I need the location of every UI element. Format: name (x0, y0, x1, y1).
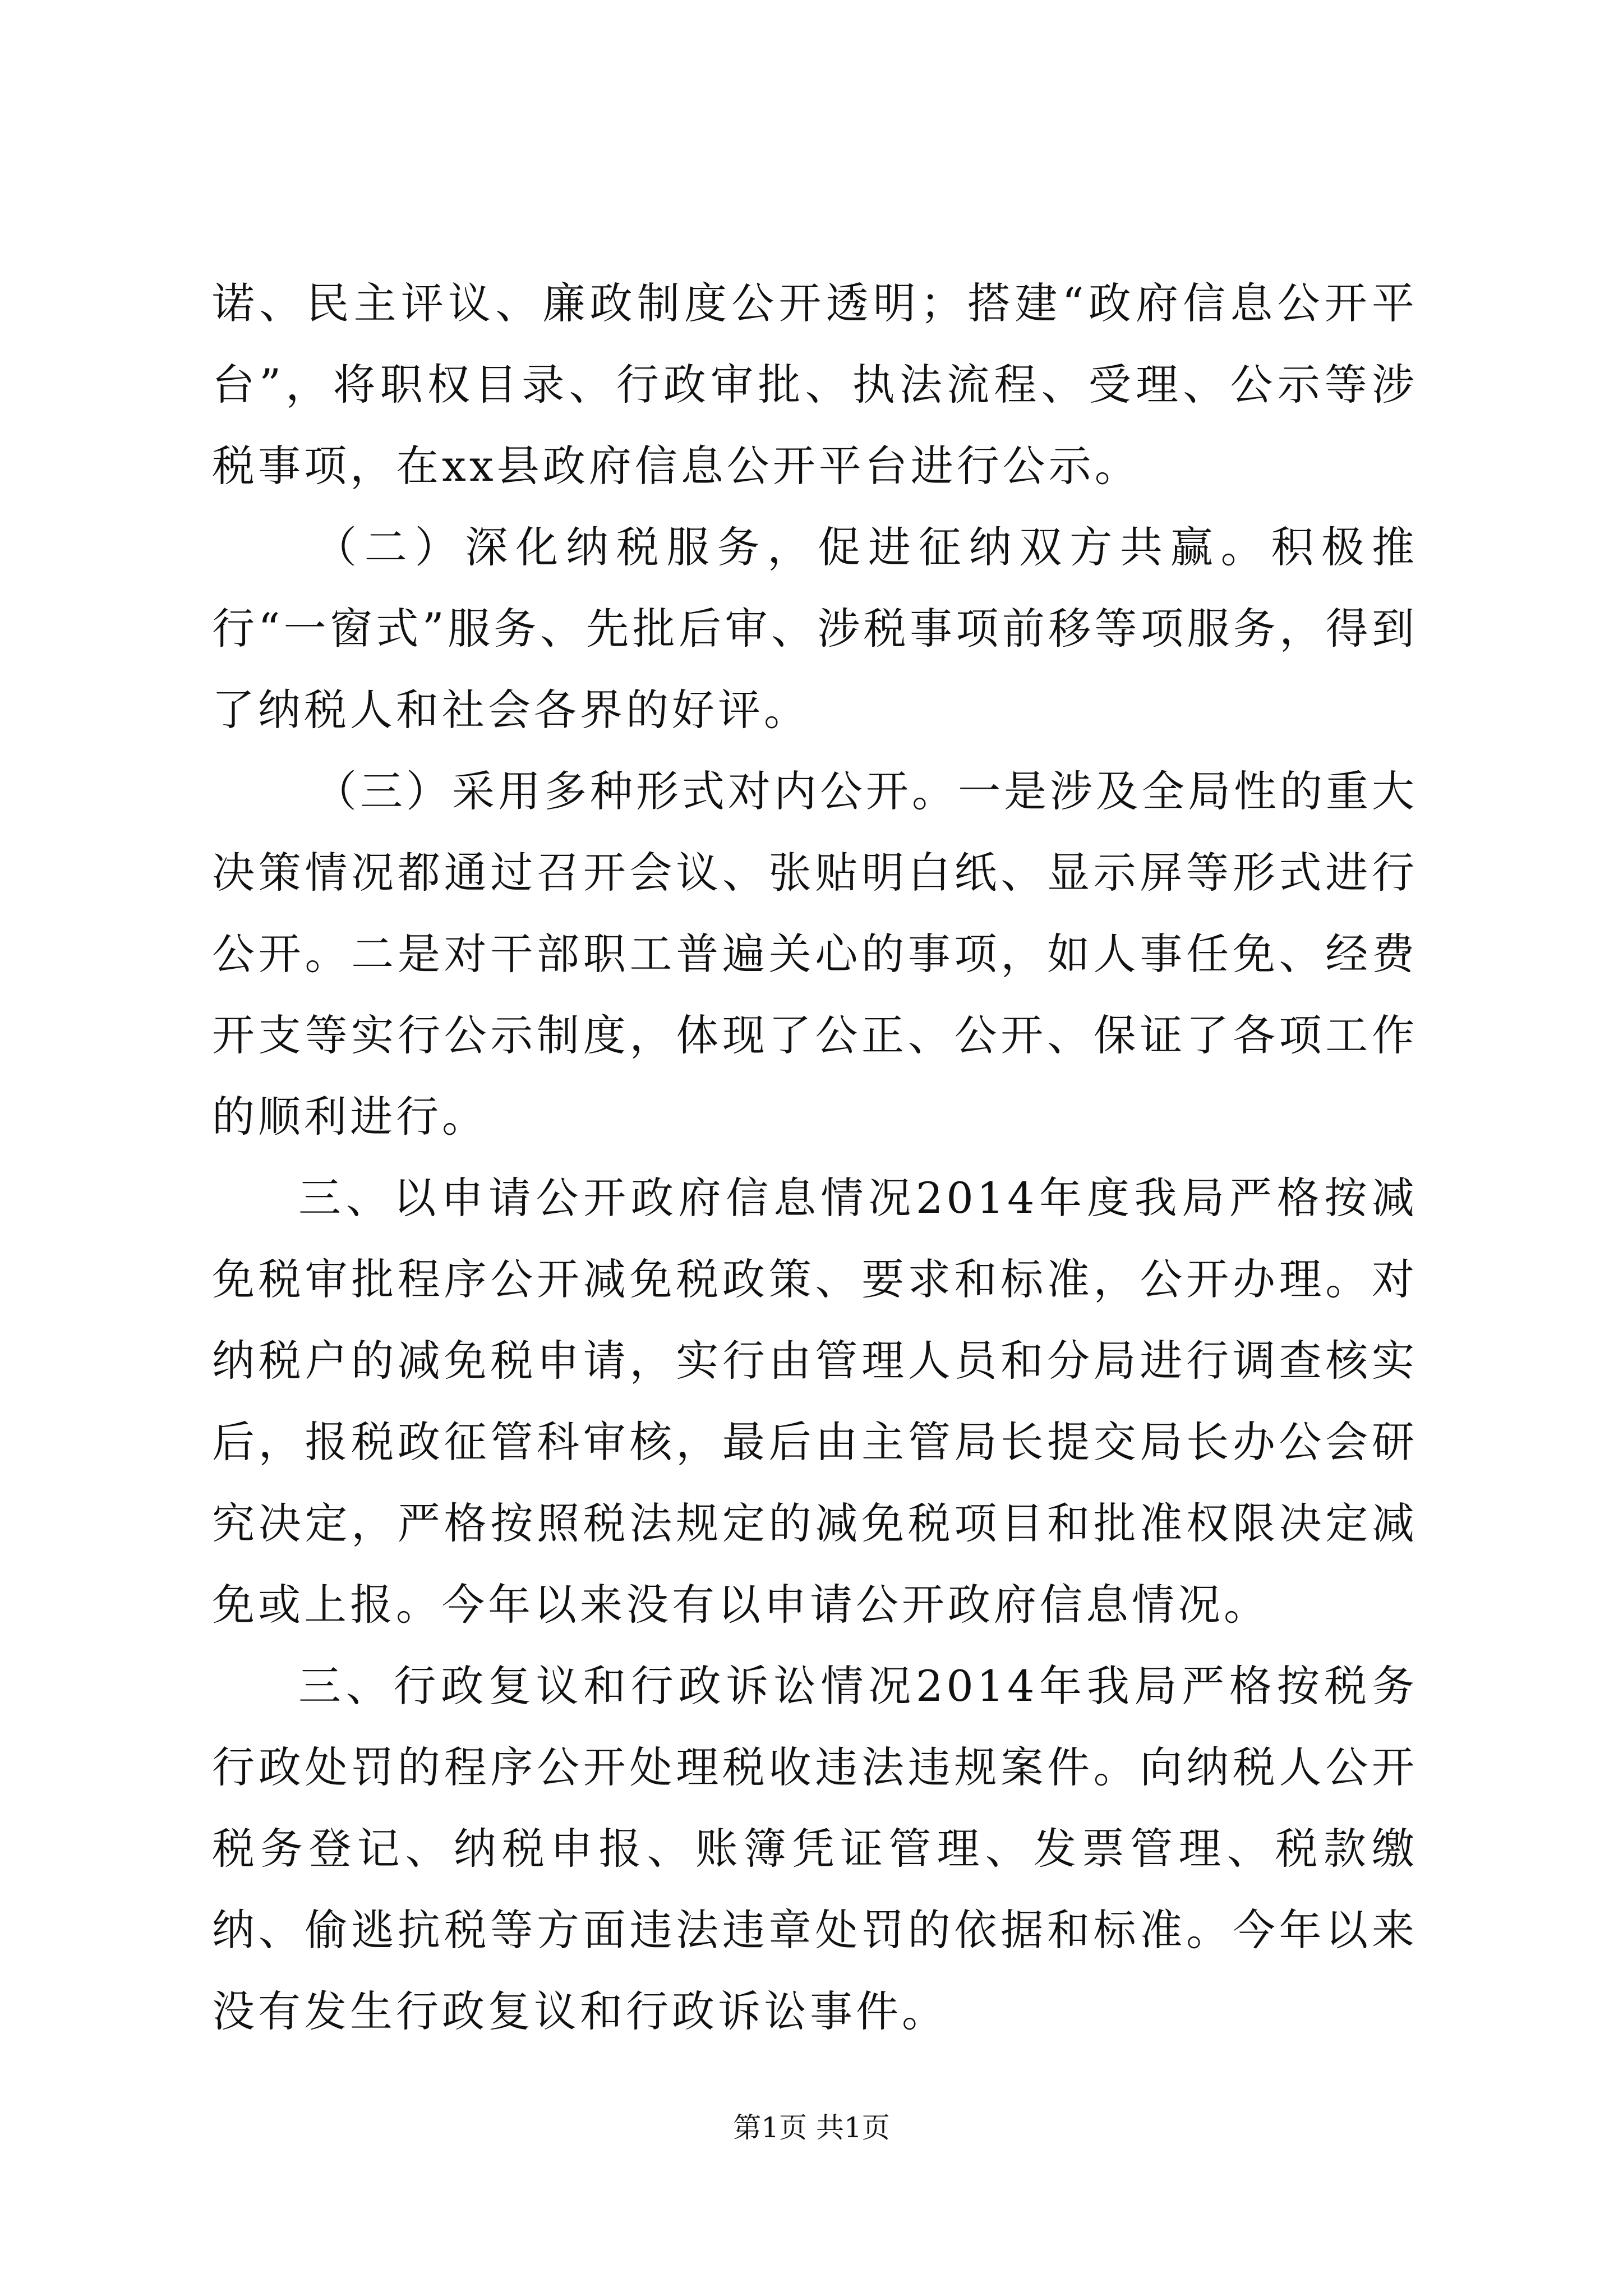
paragraph-continuation: 诺、民主评议、廉政制度公开透明；搭建“政府信息公开平台”，将职权目录、行政审批、执法流程、受理、公示等涉税事项，在xx县政府信息公开平台进行公示。 (212, 278, 1418, 491)
paragraph-section-3: （三）采用多种形式对内公开。一是涉及全局性的重大决策情况都通过召开会议、张贴明白纸、显示屏等形式进行公开。二是对干部职工普遍关心的事项，如人事任免、经费开支等实行公示制度，体现了公正、公开、保证了各项工作的顺利进行。 (212, 766, 1418, 1142)
page-number: 第1页 共1页 (733, 2111, 890, 2144)
paragraph-administrative-review: 三、行政复议和行政诉讼情况2014年我局严格按税务行政处罚的程序公开处理税收违法违规案件。向纳税人公开税务登记、纳税申报、账簿凭证管理、发票管理、税款缴纳、偷逃抗税等方面违法违章处罚的依据和标准。今年以来没有发生行政复议和行政诉讼事件。 (212, 1661, 1418, 2036)
document-body (212, 263, 1418, 2052)
paragraph-section-2: （二）深化纳税服务，促进征纳双方共赢。积极推行“一窗式”服务、先批后审、涉税事项前移等项服务，得到了纳税人和社会各界的好评。 (212, 522, 1418, 735)
paragraph-information-requests: 三、以申请公开政府信息情况2014年度我局严格按减免税审批程序公开减免税政策、要求和标准，公开办理。对纳税户的减免税申请，实行由管理人员和分局进行调查核实后，报税政征管科审核，最后由主管局长提交局长办公会研究决定，严格按照税法规定的减免税项目和批准权限决定减免或上报。今年以来没有以申请公开政府信息情况。 (212, 1173, 1418, 1630)
